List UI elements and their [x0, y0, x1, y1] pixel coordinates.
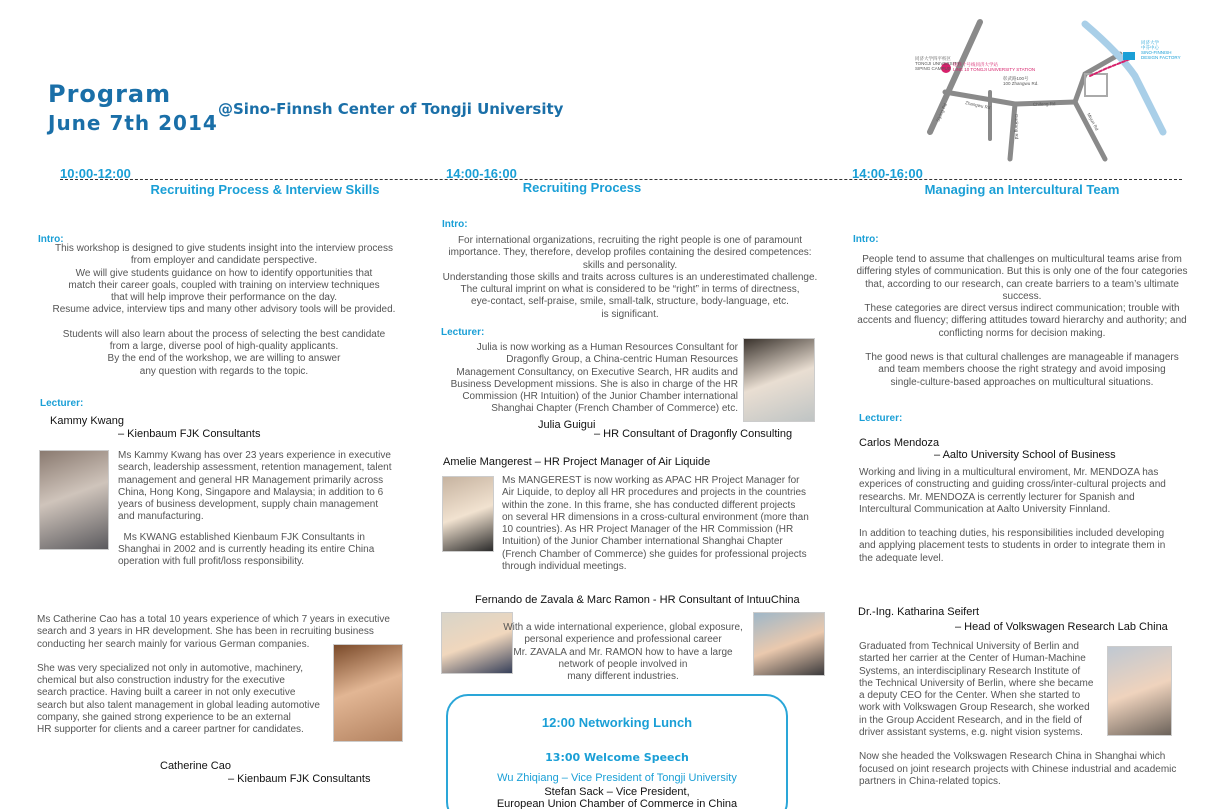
intro-text-2: For international organizations, recruiting the right people is one of paramount importance. They, therefore, develop profiles containing the desired competences: skills and personality. Understanding those skills and traits across cultures is an underestimated challenge. The cultural imprint on what is considered to be “right” in terms of directness, eye-contact, self-praise, smile, small-talk, structure, body-language, etc. is significant.: [442, 235, 818, 320]
bio-katharina: Graduated from Technical University of Berlin and started her carrier at the Center of Human-Machine Systems, an interdisciplinary Research Institute of the Technical University of Berlin, where she became a deputy CEO for the Center. When she started to work with Volkswagen Group Research, she worked in the Group Accident Research, and in the field of driver assistant systems, e.g. night vision systems. Now she headed the Volkswagen Research China in Shanghai which focused on joint research projects with Chinese industrial and academic partners in China-related topics.: [859, 641, 1177, 787]
program-date: June 7th 2014: [48, 111, 218, 135]
bio-amelie: Ms MANGEREST is now working as APAC HR Project Manager for Air Liquide, to deploy all HR procedures and projects in the countries within the zone. In this frame, she has conducted different projects on several HR dimensions in a cross-cultural environment (more than 10 countries). As HR Project Manager of the HR Commission (HR Intuition) of the Junior Chamber international Shanghai Chapter (French Chamber of Commerce) she guides for professional projects through individual meetings.: [502, 475, 809, 573]
intro-text-3: People tend to assume that challenges on multicultural teams arise from differing styles of communication. But this is only one of the four categories that, according to our research, can create barriers to a team’s ultimate success. These categories are direct versus indirect communication; trouble with accents and fluency; differing attitudes toward hierarchy and authority; and conflicting norms for decision making. The good news is that cultural challenges are manageable if managers and team members choose the right strategy and avoid imposing single-culture-based approaches on multicultural situations.: [856, 254, 1188, 388]
intro-label-2: Intro:: [442, 219, 468, 230]
photo-marc-ramon: [753, 612, 825, 676]
lecturer-org-julia: – HR Consultant of Dragonfly Consulting: [594, 428, 793, 440]
svg-text:Guokang Rd: Guokang Rd: [1014, 114, 1019, 140]
venue-title: @Sino-Finnsh Center of Tongji University: [218, 100, 564, 118]
photo-amelie-mangerest: [442, 476, 494, 552]
session-title-2: Recruiting Process: [522, 180, 642, 195]
map-label-address: 彰武路100号: [1003, 76, 1029, 81]
location-map: [905, 14, 1185, 174]
page-title: Program: [48, 80, 172, 108]
svg-text:同济大学 中芬中心 SINO-FINNISH: 同济大学 中芬中心 SINO-FINNISH DESIGN FACTORY: [1141, 40, 1181, 60]
svg-text:Zhangwu Rd: Zhangwu Rd: [964, 100, 991, 111]
photo-kammy-kwang: [39, 450, 109, 550]
lecturer-name-fernando-marc: Fernando de Zavala & Marc Ramon - HR Consultant of IntuuChina: [475, 594, 800, 606]
bio-fernando-marc: With a wide international experience, global exposure, personal experience and professional career Mr. ZAVALA and Mr. RAMON how to have a large network of people involved in many different industries.: [503, 622, 743, 683]
session-title-1: Recruiting Process & Interview Skills: [150, 182, 380, 197]
lecturer-name-kammy: Kammy Kwang: [50, 415, 124, 427]
lecturer-label-1: Lecturer:: [40, 398, 84, 409]
lecturer-org-carlos: – Aalto University School of Business: [934, 449, 1116, 461]
svg-text:Miyun Rd: Miyun Rd: [1086, 112, 1100, 132]
lecturer-label-2: Lecturer:: [441, 327, 485, 338]
destination-marker: [1123, 52, 1135, 60]
svg-text:同济大学四平校区 TONGJI UNIVERSITY: 同济大学四平校区 TONGJI UNIVERSITY SIPING CAMPUS: [915, 56, 960, 71]
svg-text:彰武路100号 100 Zhangwu Rd.: 彰武路100号 100 Zhangwu Rd.: [1003, 76, 1039, 86]
map-label-station: 地铁十号线同济大学站: [953, 62, 998, 67]
lecturer-name-amelie: Amelie Mangerest – HR Project Manager of Air Liquide: [443, 456, 711, 468]
networking-lunch: 12:00 Networking Lunch: [541, 715, 693, 730]
speaker-org-eu-chamber: European Union Chamber of Commerce in China: [496, 798, 738, 809]
lecturer-name-catherine: Catherine Cao: [160, 760, 231, 772]
intro-label-1: Intro:: [38, 234, 64, 245]
map-label-center: 同济大学: [1141, 40, 1159, 45]
bio-catherine: Ms Catherine Cao has a total 10 years experience of which 7 years in executive search and 3 years in HR development. She has been in recruiting business conducting her search mainly for various German companies. She was very specialized not only in automotive, machinery, chemical but also construction industry for the executive search practice. Having built a career in not only executive search but also talent management in global leading automotive company, she gained strong experience to be an external HR supporter for clients and a career partner for candidates.: [37, 614, 390, 736]
speaker-stefan-sack: Stefan Sack – Vice President,: [544, 786, 690, 798]
time-slot-2: 14:00-16:00: [446, 166, 517, 181]
bio-kammy: Ms Kammy Kwang has over 23 years experience in executive search, leadership assessment, retention management, talent management and general HR Management primarily across China, Hong Kong, Singapore and Malaysia; in addition to 6 years of business development, supply chain management and manufacturing. Ms KWANG established Kienbaum FJK Consultants in Shanghai in 2002 and is currently heading its entire China operation with full profit/loss responsibility.: [118, 450, 392, 568]
svg-text:Chifeng Rd: Chifeng Rd: [1032, 101, 1056, 107]
lecturer-name-katharina: Dr.-Ing. Katharina Seifert: [858, 606, 980, 618]
time-slot-1: 10:00-12:00: [60, 166, 131, 181]
lecturer-name-carlos: Carlos Mendoza: [859, 437, 940, 449]
intro-text-1: This workshop is designed to give students insight into the interview process from employer and candidate perspective. We will give students guidance on how to identify opportunities that match their career goals, coupled with training on interview techniques that will help improve their performance on the day. Resume advice, interview tips and many other advisory tools will be provided. Students will also learn about the process of selecting the best candidate from a large, diverse pool of high-quality applicants. By the end of the workshop, we are willing to answer any question with regards to the topic.: [52, 243, 396, 377]
lecturer-org-katharina: – Head of Volkswagen Research Lab China: [955, 621, 1168, 633]
svg-text:地铁十号线同济大学站 LINE 10 TONGJI: 地铁十号线同济大学站 LINE 10 TONGJI UNIVERSITY STATION: [953, 62, 1036, 72]
bio-julia: Julia is now working as a Human Resources Consultant for Dragonfly Group, a China-centric Human Resources Management Consultancy, on Executive Search, HR audits and Business Development missions. She is also in charge of the HR Commission (HR Intuition) of the Junior Chamber international Shanghai Chapter (French Chamber of Commerce) etc.: [450, 342, 738, 415]
session-title-3: Managing an Intercultural Team: [924, 182, 1120, 197]
lecturer-org-kammy: – Kienbaum FJK Consultants: [118, 428, 261, 440]
miyun-road: [1075, 102, 1105, 159]
photo-julia-guigui: [743, 338, 815, 422]
lecturer-name-julia: Julia Guigui: [538, 419, 596, 431]
lecturer-label-3: Lecturer:: [859, 413, 903, 424]
photo-catherine-cao: [333, 644, 403, 742]
svg-text:Siping Rd: Siping Rd: [935, 102, 948, 123]
map-label-campus: 同济大学四平校区: [915, 56, 951, 61]
time-slot-3: 14:00-16:00: [852, 166, 923, 181]
welcome-speech: 13:00 Welcome Speech: [545, 751, 689, 764]
photo-katharina-seifert: [1107, 646, 1172, 736]
intro-label-3: Intro:: [853, 234, 879, 245]
lecturer-org-catherine: – Kienbaum FJK Consultants: [228, 773, 371, 785]
speaker-wu-zhiqiang: Wu Zhiqiang – Vice President of Tongji University: [497, 772, 737, 784]
bio-carlos: Working and living in a multicultural enviroment, Mr. MENDOZA has experices of constructing and guiding cross/inter-cultural projects and researchs. Mr. MENDOZA is cerrently lecturer for Spanish and Intercultural Communication at Aalto University Finnland. In addition to teaching duties, his responsibilities included developing and applying placement tests to students in order to integrate them in the adequate level.: [859, 467, 1166, 564]
